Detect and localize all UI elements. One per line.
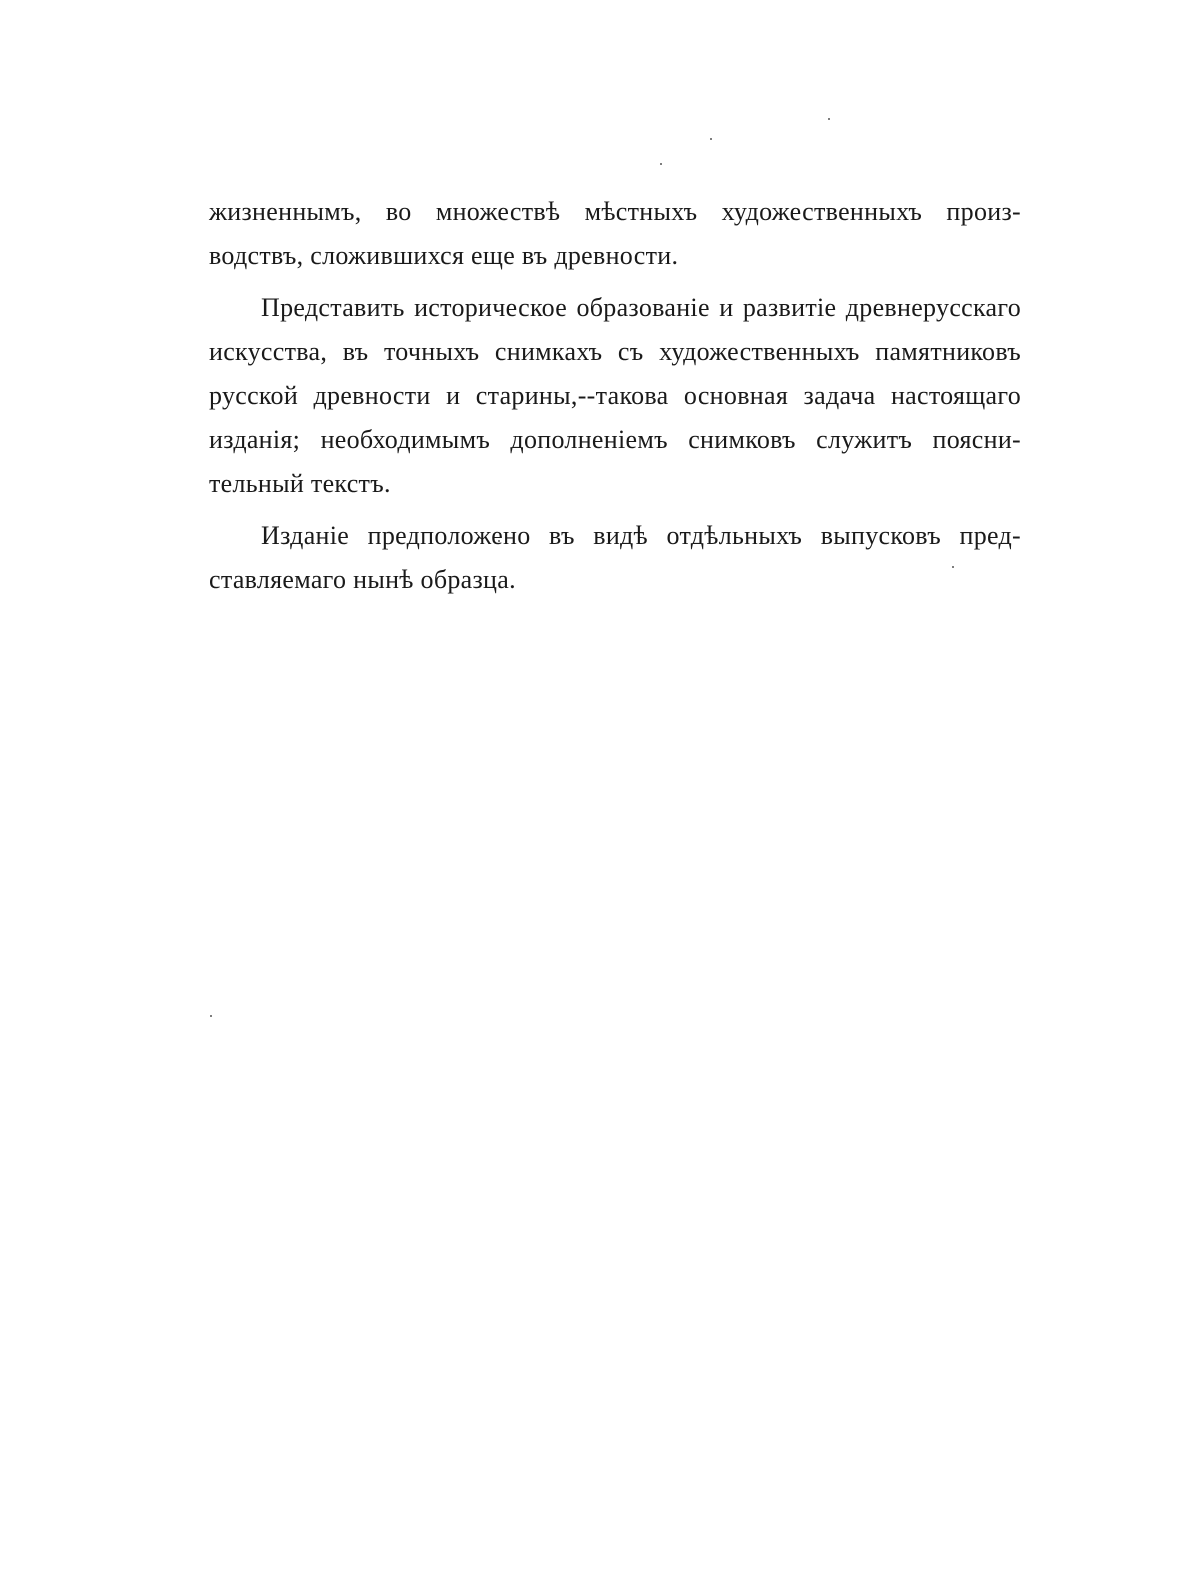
text-line: ставляемаго нынѣ образца. <box>209 565 516 594</box>
scan-speck <box>660 163 662 165</box>
text-line: Представить историческое образованіе и развитіе древнерусскаго <box>261 293 1021 322</box>
scan-speck <box>828 118 830 120</box>
text-line: жизненнымъ, во множествѣ мѣстныхъ художественныхъ произ- <box>209 197 1021 226</box>
scan-speck <box>710 138 712 140</box>
body-text <box>209 190 1021 602</box>
text-line: русской древности и старины,--такова основная задача настоящаго <box>209 381 1021 410</box>
scan-speck <box>210 1015 212 1017</box>
paragraph-2 <box>209 286 1021 506</box>
text-line: изданія; необходимымъ дополненіемъ снимковъ служитъ поясни- <box>209 425 1021 454</box>
text-line: водствъ, сложившихся еще въ древности. <box>209 241 679 270</box>
text-line: Изданіе предположено въ видѣ отдѣльныхъ выпусковъ пред- <box>261 521 1021 550</box>
paragraph-1 <box>209 190 1021 278</box>
paragraph-3 <box>209 514 1021 602</box>
text-line: тельный текстъ. <box>209 469 391 498</box>
text-line: искусства, въ точныхъ снимкахъ съ художественныхъ памятниковъ <box>209 337 1021 366</box>
